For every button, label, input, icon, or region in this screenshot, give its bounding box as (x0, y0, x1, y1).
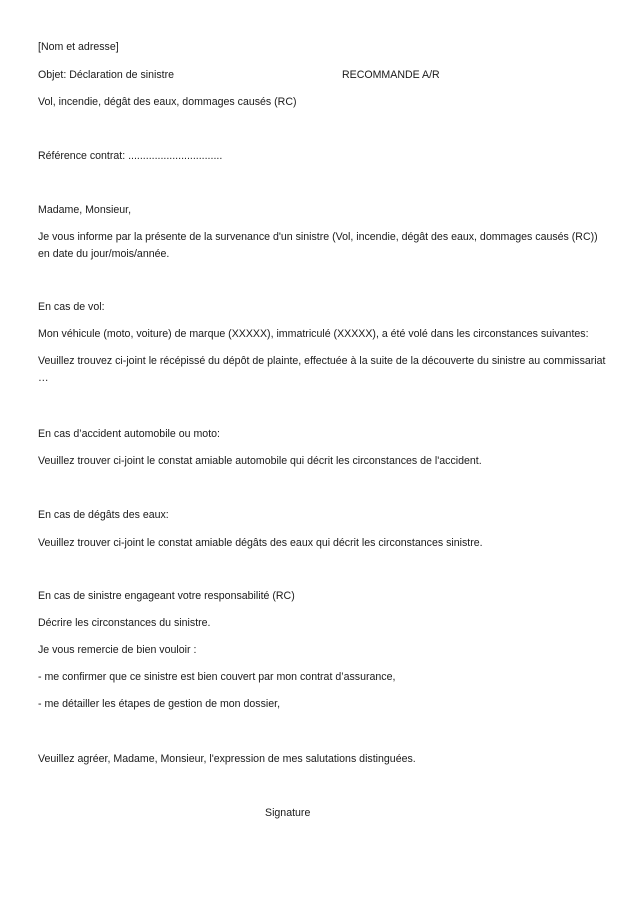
request-item-confirm-coverage: - me confirmer que ce sinistre est bien couvert par mon contrat d’assurance, (38, 671, 396, 683)
closing-formula: Veuillez agréer, Madame, Monsieur, l'expression de mes salutations distinguées. (38, 753, 416, 765)
letter-object: Objet: Déclaration de sinistre (38, 69, 175, 81)
theft-receipt-paragraph: Veuillez trouvez ci-joint le récépissé du dépôt de plainte, effectuée à la suite de la découverte du sinistre au commissariat … (38, 355, 606, 384)
salutation: Madame, Monsieur, (38, 204, 132, 216)
accident-paragraph: Veuillez trouver ci-joint le constat amiable automobile qui décrit les circonstances de l'accident. (38, 455, 482, 467)
water-damage-heading: En cas de dégâts des eaux: (38, 509, 169, 521)
accident-heading: En cas d’accident automobile ou moto: (38, 428, 220, 440)
signature-label: Signature (265, 807, 311, 819)
theft-heading: En cas de vol: (38, 301, 105, 313)
contract-reference: Référence contrat: ................................ (38, 150, 223, 162)
intro-paragraph: Je vous informe par la présente de la survenance d'un sinistre (Vol, incendie, dégât des eaux, dommages causés (RC)) en date du jour/mois/année. (38, 231, 598, 260)
water-damage-paragraph: Veuillez trouver ci-joint le constat amiable dégâts des eaux qui décrit les circonstances sinistre. (38, 537, 483, 549)
claim-types: Vol, incendie, dégât des eaux, dommages causés (RC) (38, 96, 297, 108)
request-item-claim-steps: - me détailler les étapes de gestion de mon dossier, (38, 698, 281, 710)
thanks-line: Je vous remercie de bien vouloir : (38, 644, 197, 656)
theft-vehicle-paragraph: Mon véhicule (moto, voiture) de marque (XXXXX), immatriculé (XXXXX), a été volé dans les circonstances suivantes: (38, 328, 589, 340)
liability-paragraph: Décrire les circonstances du sinistre. (38, 617, 211, 629)
recommande-ar-label: RECOMMANDE A/R (342, 69, 440, 81)
sender-name-address: [Nom et adresse] (38, 41, 119, 53)
liability-heading: En cas de sinistre engageant votre responsabilité (RC) (38, 590, 295, 602)
